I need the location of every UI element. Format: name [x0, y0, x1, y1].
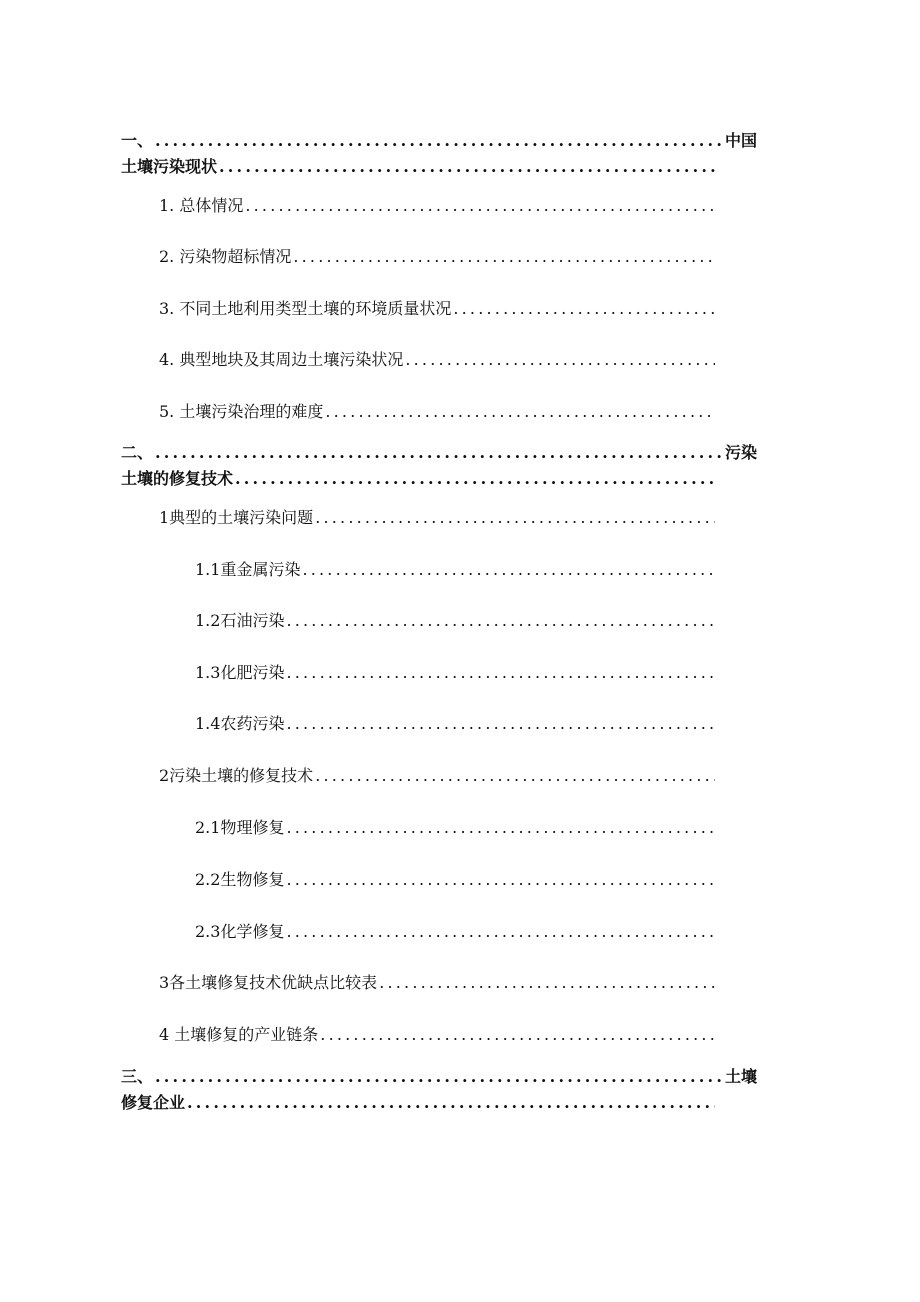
- toc-section-number: 三、: [121, 1067, 154, 1086]
- toc-section-number: 二、: [121, 443, 154, 462]
- toc-section-2-cont[interactable]: [121, 466, 715, 490]
- toc-entry[interactable]: [159, 505, 715, 529]
- toc-entry[interactable]: [159, 244, 715, 268]
- toc-subentry[interactable]: [195, 815, 715, 839]
- leader-dots: [293, 246, 715, 268]
- leader-dots: [286, 610, 715, 632]
- toc-entry[interactable]: [159, 399, 715, 423]
- leader-dots: [315, 765, 715, 787]
- toc-entry-label: 3. 不同土地利用类型土壤的环境质量状况: [159, 299, 452, 318]
- toc-section-title-start: 中国: [724, 131, 757, 150]
- toc-entry-label: 3各土壤修复技术优缺点比较表: [159, 973, 378, 992]
- leader-dots: [235, 468, 715, 490]
- toc-section-title-start: 污染: [724, 443, 757, 462]
- toc-entry[interactable]: [159, 193, 715, 217]
- toc-entry-label: 1.1重金属污染: [195, 560, 301, 579]
- leader-dots: [219, 156, 715, 178]
- toc-entry-label: 5. 土壤污染治理的难度: [159, 402, 324, 421]
- toc-entry-label: 2. 污染物超标情况: [159, 247, 292, 266]
- toc-entry-label: 2污染土壤的修复技术: [159, 766, 314, 785]
- leader-dots: [325, 401, 715, 423]
- toc-subentry[interactable]: [195, 711, 715, 735]
- leader-dots: [155, 1066, 725, 1088]
- toc-entry-label: 1.2石油污染: [195, 611, 285, 630]
- toc-entry-label: 1. 总体情况: [159, 196, 244, 215]
- toc-section-title-end: 土壤污染现状: [121, 157, 218, 176]
- toc-entry-label: 2.3化学修复: [195, 922, 285, 941]
- toc-entry[interactable]: [159, 970, 715, 994]
- toc-section-1[interactable]: [121, 128, 757, 152]
- leader-dots: [286, 713, 715, 735]
- leader-dots: [315, 507, 715, 529]
- toc-entry-label: 1.4农药污染: [195, 714, 285, 733]
- leader-dots: [286, 869, 715, 891]
- leader-dots: [286, 921, 715, 943]
- toc-entry[interactable]: [159, 347, 715, 371]
- toc-section-title-start: 土壤: [724, 1067, 757, 1086]
- toc-subentry[interactable]: [195, 660, 715, 684]
- leader-dots: [453, 298, 715, 320]
- leader-dots: [155, 442, 725, 464]
- leader-dots: [187, 1092, 715, 1114]
- toc-section-title-end: 土壤的修复技术: [121, 469, 234, 488]
- toc-entry-label: 4. 典型地块及其周边土壤污染状况: [159, 350, 404, 369]
- toc-entry-label: 1典型的土壤污染问题: [159, 508, 314, 527]
- toc-entry-label: 2.1物理修复: [195, 818, 285, 837]
- toc-section-2[interactable]: [121, 440, 757, 464]
- toc-entry-label: 2.2生物修复: [195, 870, 285, 889]
- toc-entry[interactable]: [159, 296, 715, 320]
- toc-entry[interactable]: [159, 763, 715, 787]
- leader-dots: [405, 349, 715, 371]
- leader-dots: [302, 559, 715, 581]
- leader-dots: [286, 817, 715, 839]
- toc-subentry[interactable]: [195, 557, 715, 581]
- toc-section-number: 一、: [121, 131, 154, 150]
- leader-dots: [245, 195, 715, 217]
- toc-subentry[interactable]: [195, 867, 715, 891]
- toc-subentry[interactable]: [195, 608, 715, 632]
- toc-section-3[interactable]: [121, 1064, 757, 1088]
- toc-entry-label: 1.3化肥污染: [195, 663, 285, 682]
- toc-entry-label: 4 土壤修复的产业链条: [159, 1025, 319, 1044]
- toc-section-1-cont[interactable]: [121, 154, 715, 178]
- toc-entry[interactable]: [159, 1022, 715, 1046]
- toc-section-title-end: 修复企业: [121, 1093, 186, 1112]
- leader-dots: [286, 662, 715, 684]
- toc-section-3-cont[interactable]: [121, 1090, 715, 1114]
- leader-dots: [379, 972, 715, 994]
- leader-dots: [155, 130, 725, 152]
- leader-dots: [320, 1024, 715, 1046]
- toc-subentry[interactable]: [195, 919, 715, 943]
